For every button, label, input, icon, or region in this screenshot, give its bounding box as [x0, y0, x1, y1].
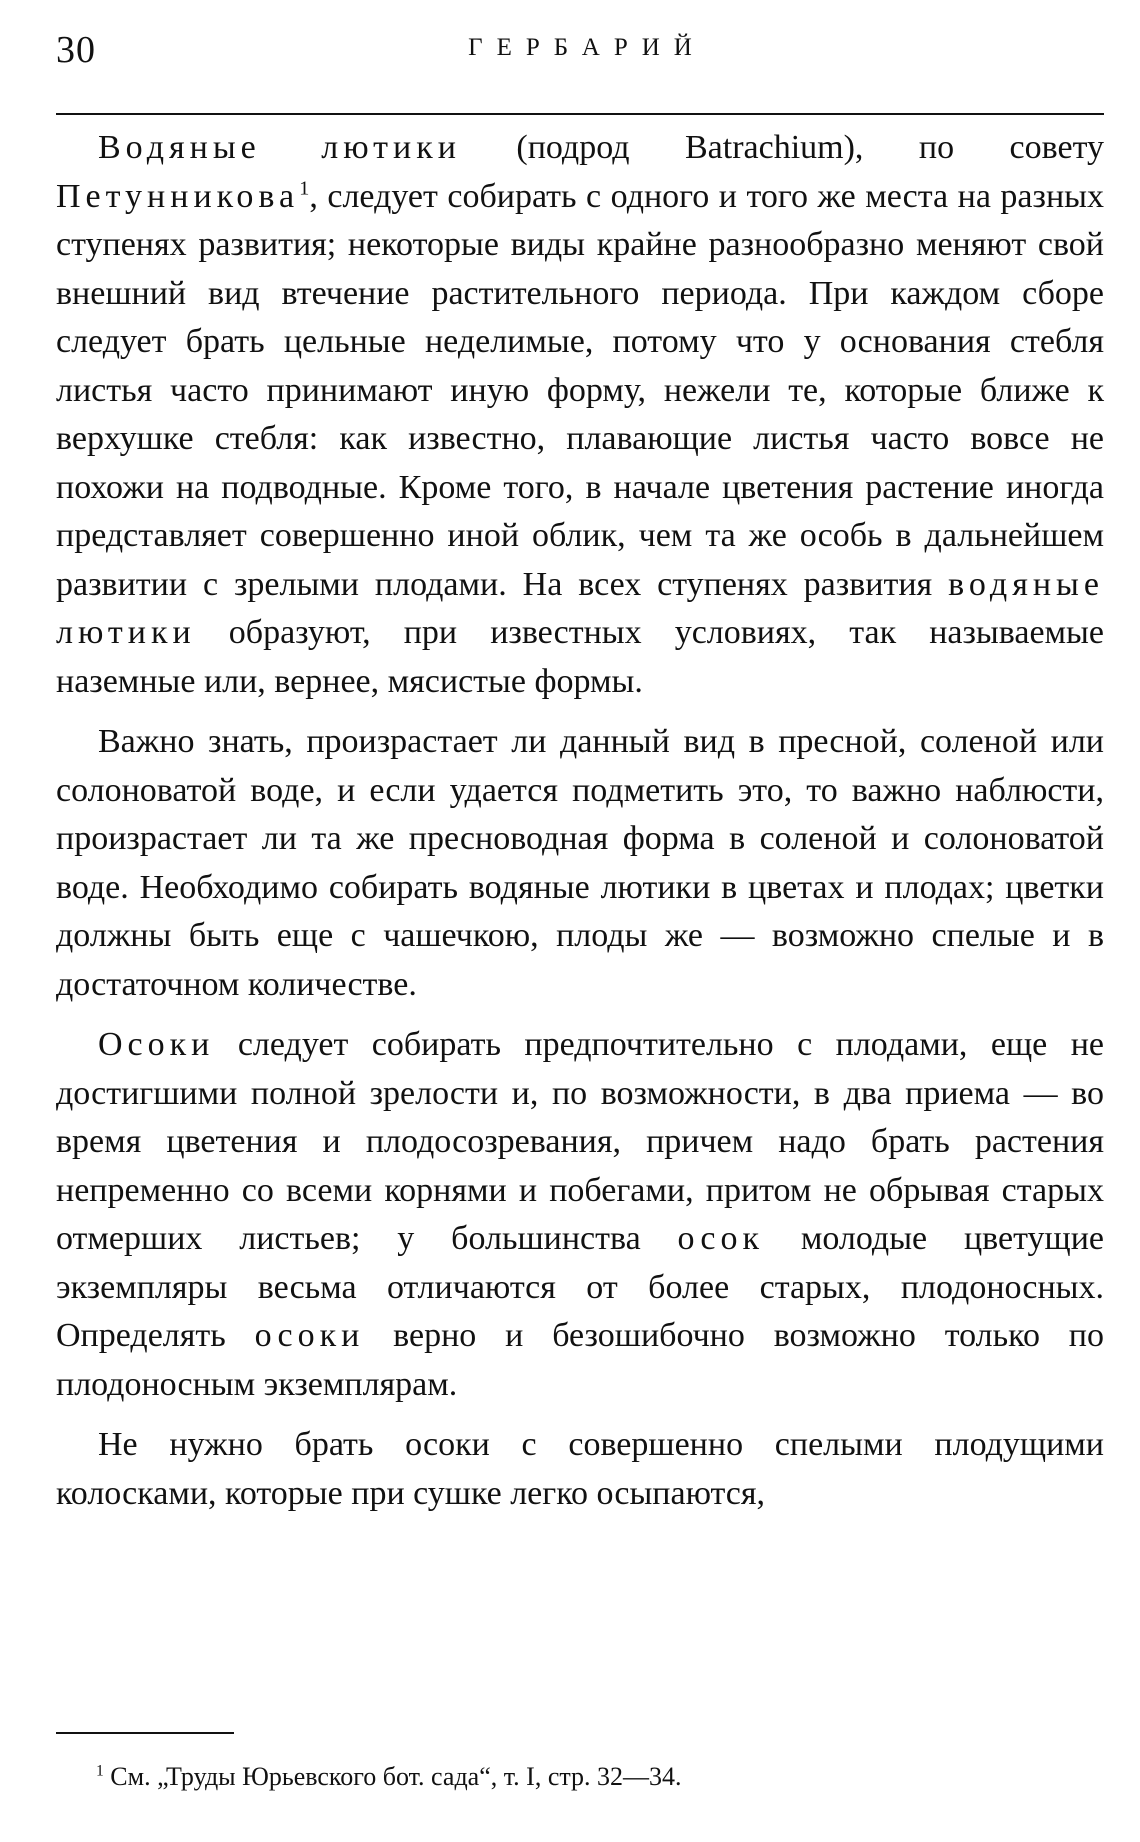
footnote-reference: 1	[299, 177, 310, 200]
term-osoki: осоки	[254, 1317, 365, 1354]
paragraph-3	[56, 1021, 1104, 1409]
term-vodyanye-lyutiki: Водяные лютики	[98, 129, 461, 166]
term-vodyanye-lyutiki: водяные лютики	[56, 565, 1104, 651]
paragraph-4: Не нужно брать осоки с совершенно спелыми плодущими колосками, которые при сушке легко осыпаются,	[56, 1426, 1104, 1512]
term-osoki: Осоки	[98, 1026, 215, 1063]
book-page	[56, 0, 1104, 1842]
paragraph-text: (подрод Batrachium), по совету	[460, 129, 1105, 166]
footnote-text: См. „Труды Юрьевского бот. сада“, т. I, стр. 32—34.	[103, 1762, 682, 1791]
footnote-rule	[56, 1732, 234, 1734]
body-text	[56, 124, 1104, 1530]
term-osok: осок	[677, 1220, 764, 1257]
header-rule	[56, 113, 1104, 115]
paragraph-text: молодые цветущие экземпляры весьма отличаются от более старых, плодоносных. Определять	[56, 1220, 1104, 1354]
footnote	[96, 1760, 1096, 1794]
paragraph-2: Важно знать, произрастает ли данный вид в пресной, соленой или солоноватой воде, и если удается подметить это, то важно наблюсти, произрастает ли та же пресноводная форма в соленой и солоноватой воде. Необходимо собирать водяные лютики в цветах и плодах; цветки должны быть еще с чашечкою, плоды же — возможно спелые и в достаточном количестве.	[56, 723, 1104, 1003]
page-header	[56, 28, 1104, 88]
paragraph-text: , следует собирать с одного и того же места на разных ступенях развития; некоторые виды крайне разнообразно меняют свой внешний вид втечение растительного периода. При каждом сборе следует брать цельные неделимые, потому что у основания стебля листья часто принимают иную форму, нежели те, которые ближе к верхушке стебля: как известно, плавающие листья часто вовсе не похожи на подводные. Кроме того, в начале цветения растение иногда представляет совершенно иной облик, чем та же особь в дальнейшем развитии с зрелыми плодами. На всех ступенях развития	[56, 177, 1104, 603]
paragraph-text: следует собирать предпочтительно с плодами, еще не достигшими полной зрелости и, по возможности, в два приема — во время цветения и плодосозревания, причем надо брать растения непременно со всеми корнями и побегами, притом не обрывая старых отмерших листьев; у большинства	[56, 1026, 1104, 1257]
paragraph-1	[56, 124, 1104, 706]
page-number: 30	[56, 29, 96, 71]
running-title: ГЕРБАРИЙ	[468, 34, 706, 61]
paragraph-text: верно и безошибочно возможно только по плодоносным экземплярам.	[56, 1317, 1104, 1403]
term-petunnikova: Петунникова	[56, 177, 300, 215]
footnote-mark: 1	[96, 1762, 104, 1780]
paragraph-text: образуют, при известных условиях, так называемые наземные или, вернее, мясистые формы.	[56, 614, 1104, 700]
